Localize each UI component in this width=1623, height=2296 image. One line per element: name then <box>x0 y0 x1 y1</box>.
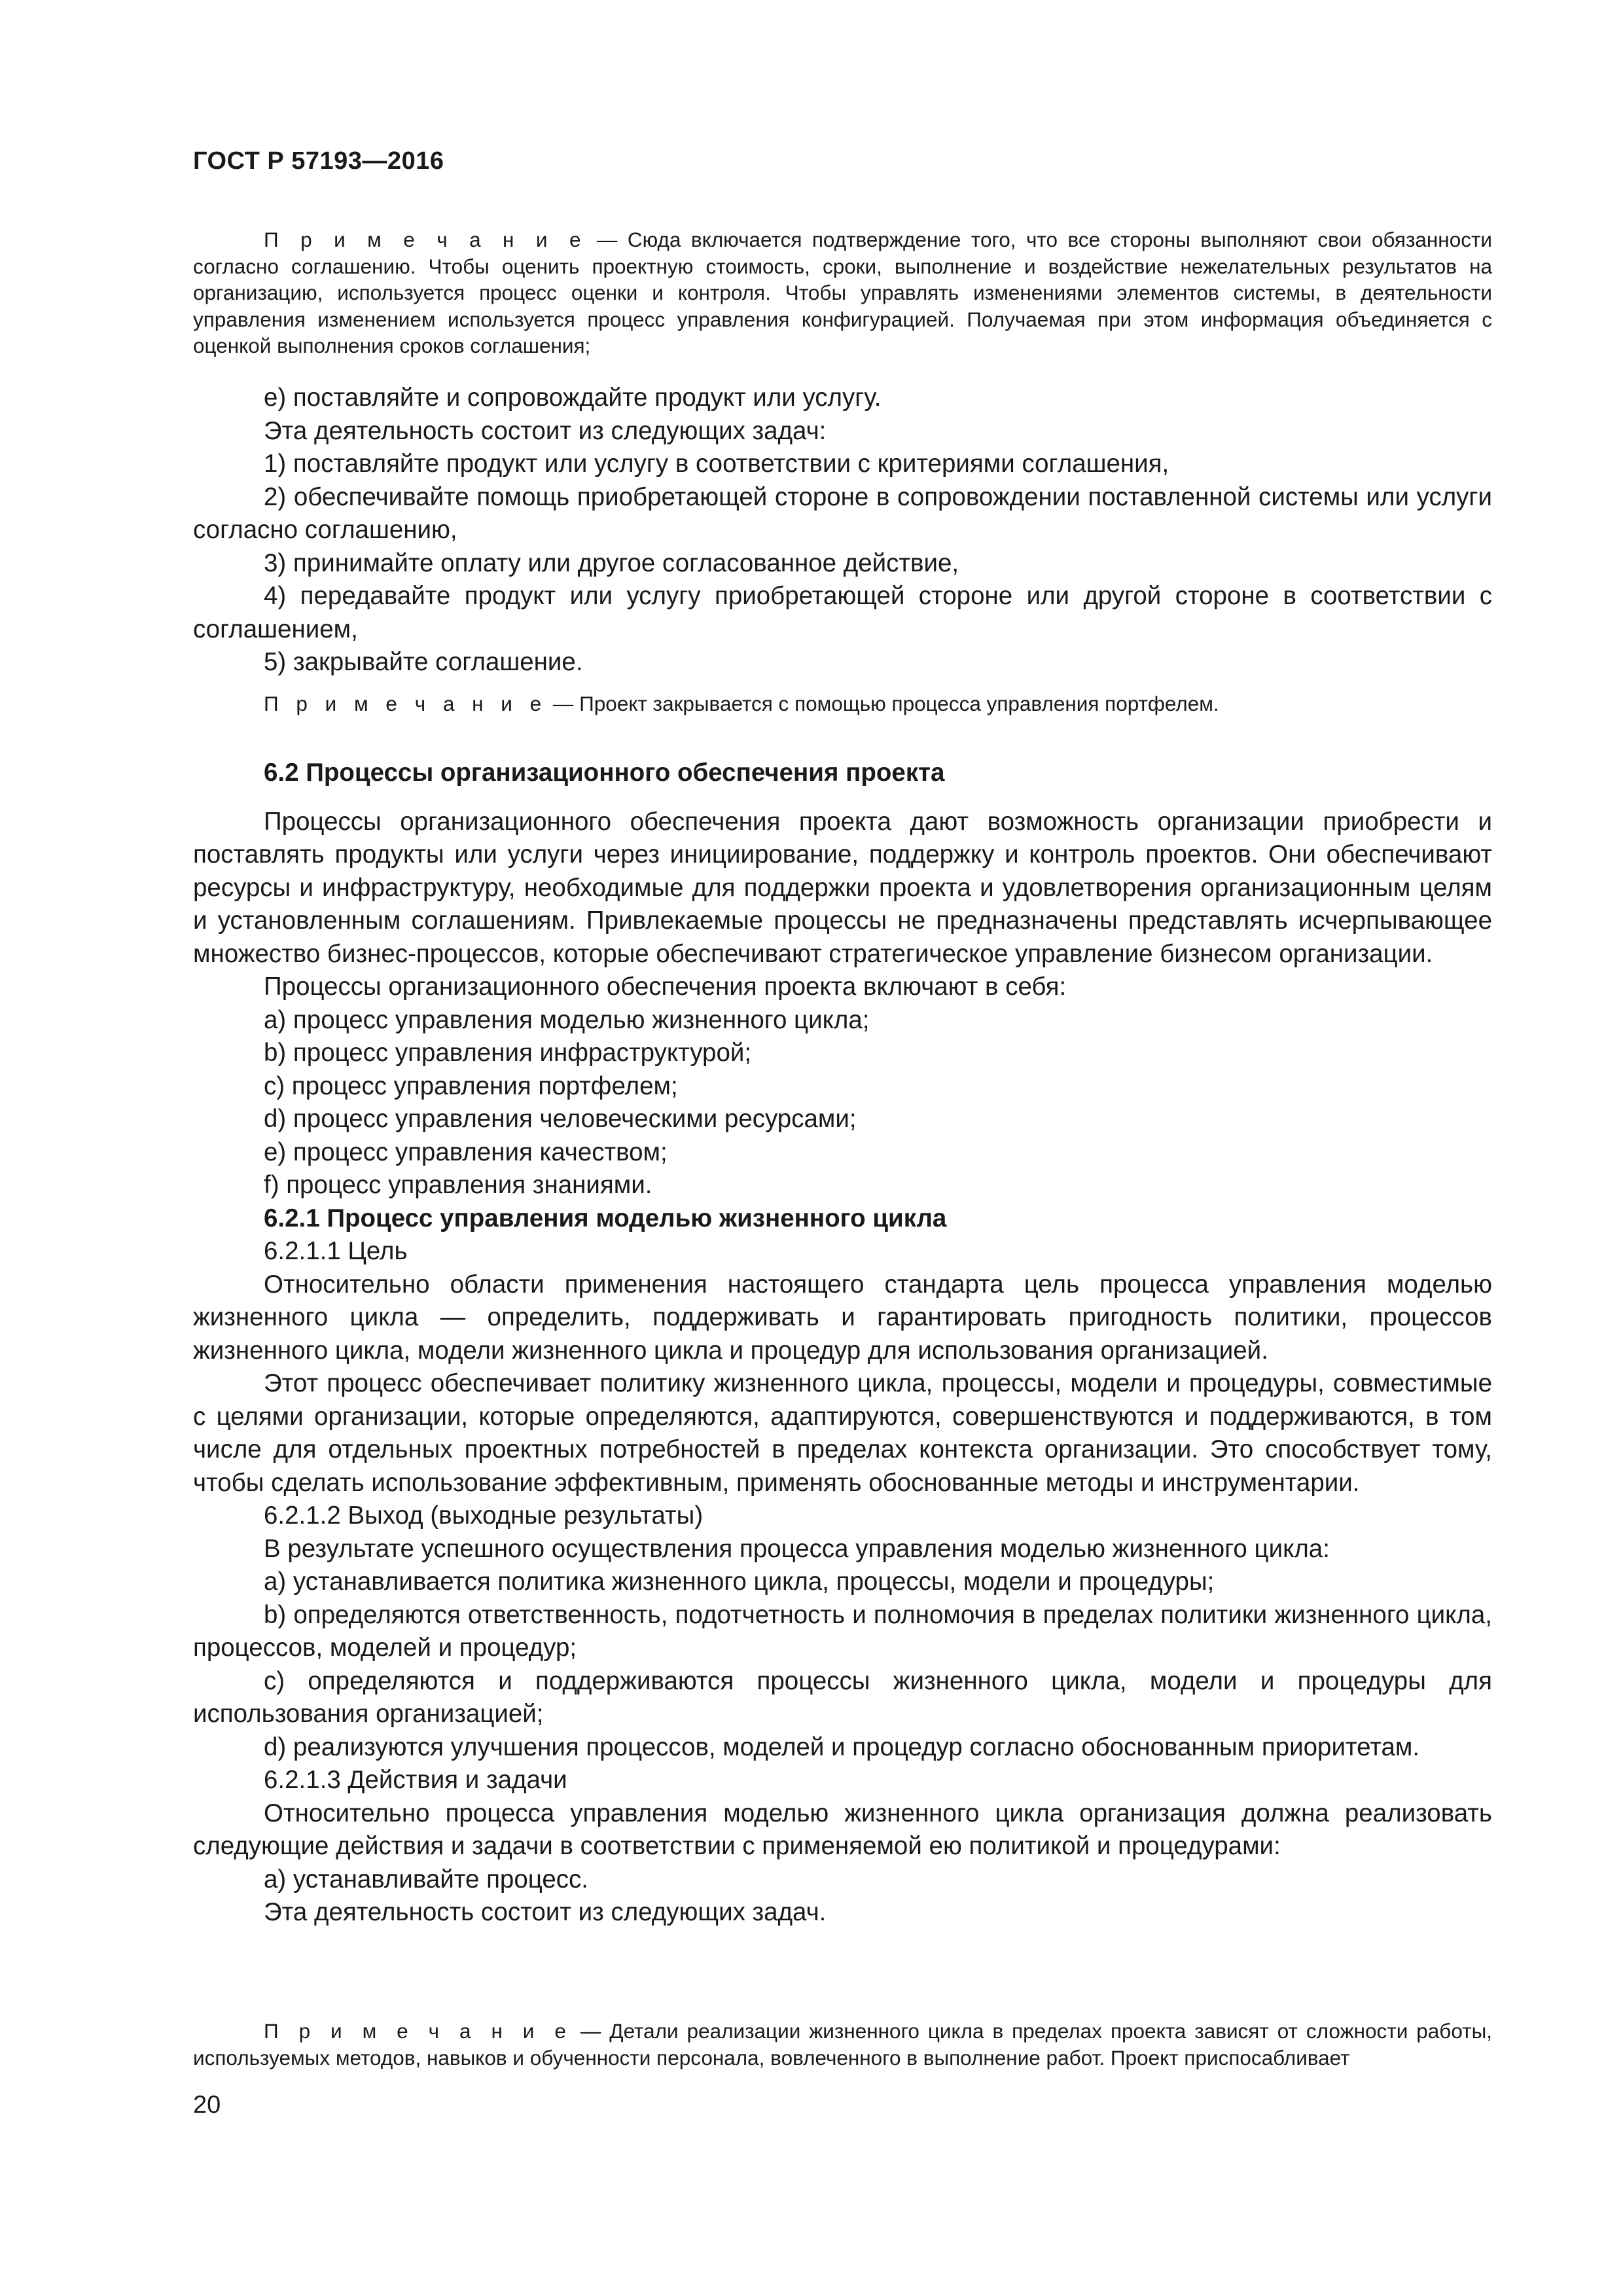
paragraph: В результате успешного осуществления процесса управления моделью жизненного цикла: <box>264 1534 1330 1563</box>
paragraph: e) поставляйте и сопровождайте продукт или услугу. <box>264 384 882 412</box>
list-item: d) процесс управления человеческими ресурсами; <box>264 1105 857 1133</box>
paragraph: 3) принимайте оплату или другое согласованное действие, <box>264 548 959 577</box>
note-text: — Сюда включается подтверждение того, что все стороны выполняют свои обязанности согласно соглашению. Чтобы оценить проектную стоимость, сроки, выполнение и воздействие нежелательных результатов на организацию, используется процесс оценки и контроля. Чтобы управлять изменениями элементов системы, в деятельности управления изменением используется процесс управления конфигурацией. Получаемая при этом информация объединяется с оценкой выполнения сроков соглашения; <box>193 228 1492 357</box>
note-label: П р и м е ч а н и е <box>264 692 548 715</box>
list-item: e) процесс управления качеством; <box>264 1138 668 1166</box>
list-item: c) определяются и поддерживаются процессы жизненного цикла, модели и процедуры для использования организацией; <box>193 1666 1492 1728</box>
paragraph: Эта деятельность состоит из следующих задач. <box>264 1898 827 1926</box>
clause-title: 6.2.1.3 Действия и задачи <box>264 1766 567 1794</box>
list-item: c) процесс управления портфелем; <box>264 1071 678 1100</box>
paragraph: 1) поставляйте продукт или услугу в соответствии с критериями соглашения, <box>264 450 1169 478</box>
list-item: d) реализуются улучшения процессов, моделей и процедур согласно обоснованным приоритетам. <box>264 1732 1420 1761</box>
paragraph: 2) обеспечивайте помощь приобретающей стороне в сопровождении поставленной системы или услуги согласно соглашению, <box>193 482 1492 544</box>
section-heading: 6.2 Процессы организационного обеспечения проекта <box>264 759 945 787</box>
list-item: a) устанавливается политика жизненного цикла, процессы, модели и процедуры; <box>264 1568 1215 1596</box>
paragraph: Относительно области применения настоящего стандарта цель процесса управления моделью жизненного цикла — определить, поддерживать и гарантировать пригодность политики, процессов жизненного цикла, модели жизненного цикла и процедур для использования организацией. <box>193 1270 1492 1365</box>
paragraph: Этот процесс обеспечивает политику жизненного цикла, процессы, модели и процедуры, совместимые с целями организации, которые определяются, адаптируются, совершенствуются и поддерживаются, в том числе для отдельных проектных потребностей в пределах контекста организации. Это способствует тому, чтобы сделать использование эффективным, применять обоснованные методы и инструментарии. <box>193 1369 1492 1497</box>
paragraph: Эта деятельность состоит из следующих задач: <box>264 416 827 445</box>
deliver-product-block <box>193 382 1492 679</box>
note-text: — Детали реализации жизненного цикла в пределах проекта зависят от сложности работы, используемых методов, навыков и обученности персонала, вовлеченного в выполнение работ. Проект приспосабливает <box>193 2019 1492 2070</box>
document-header: ГОСТ Р 57193—2016 <box>193 147 444 175</box>
note-label: П р и м е ч а н и е <box>264 228 587 251</box>
list-item: a) процесс управления моделью жизненного цикла; <box>264 1005 870 1034</box>
paragraph: 5) закрывайте соглашение. <box>264 648 583 676</box>
paragraph: Процессы организационного обеспечения проекта включают в себя: <box>264 973 1067 1001</box>
list-item: f) процесс управления знаниями. <box>264 1171 652 1199</box>
page-number: 20 <box>193 2091 221 2119</box>
list-item: b) процесс управления инфраструктурой; <box>264 1039 752 1067</box>
note-label: П р и м е ч а н и е <box>264 2019 572 2043</box>
paragraph: 4) передавайте продукт или услугу приобретающей стороне или другой стороне в соответствии с соглашением, <box>193 582 1492 643</box>
clause-title: 6.2.1.2 Выход (выходные результаты) <box>264 1501 704 1530</box>
note-1 <box>193 226 1492 359</box>
list-item: b) определяются ответственность, подотчетность и полномочия в пределах политики жизненного цикла, процессов, моделей и процедур; <box>193 1600 1492 1662</box>
subsection-heading: 6.2.1 Процесс управления моделью жизненного цикла <box>264 1204 947 1232</box>
list-item: a) устанавливайте процесс. <box>264 1865 588 1893</box>
clause-title: 6.2.1.1 Цель <box>264 1237 408 1265</box>
section-6-2 <box>193 757 1492 1929</box>
paragraph: Относительно процесса управления моделью жизненного цикла организация должна реализовать следующие действия и задачи в соответствии с применяемой ею политикой и процедурами: <box>193 1799 1492 1860</box>
note-2 <box>193 691 1492 717</box>
paragraph: Процессы организационного обеспечения проекта дают возможность организации приобрести и поставлять продукты или услуги через инициирование, поддержку и контроль проектов. Они обеспечивают ресурсы и инфраструктуру, необходимые для поддержки проекта и удовлетворения организационным целям и установленным соглашениям. Привлекаемые процессы не предназначены представлять исчерпывающее множество бизнес-процессов, которые обеспечивают стратегическое управление бизнесом организации. <box>193 807 1492 968</box>
note-3 <box>193 2018 1492 2071</box>
note-text: — Проект закрывается с помощью процесса управления портфелем. <box>547 692 1219 715</box>
